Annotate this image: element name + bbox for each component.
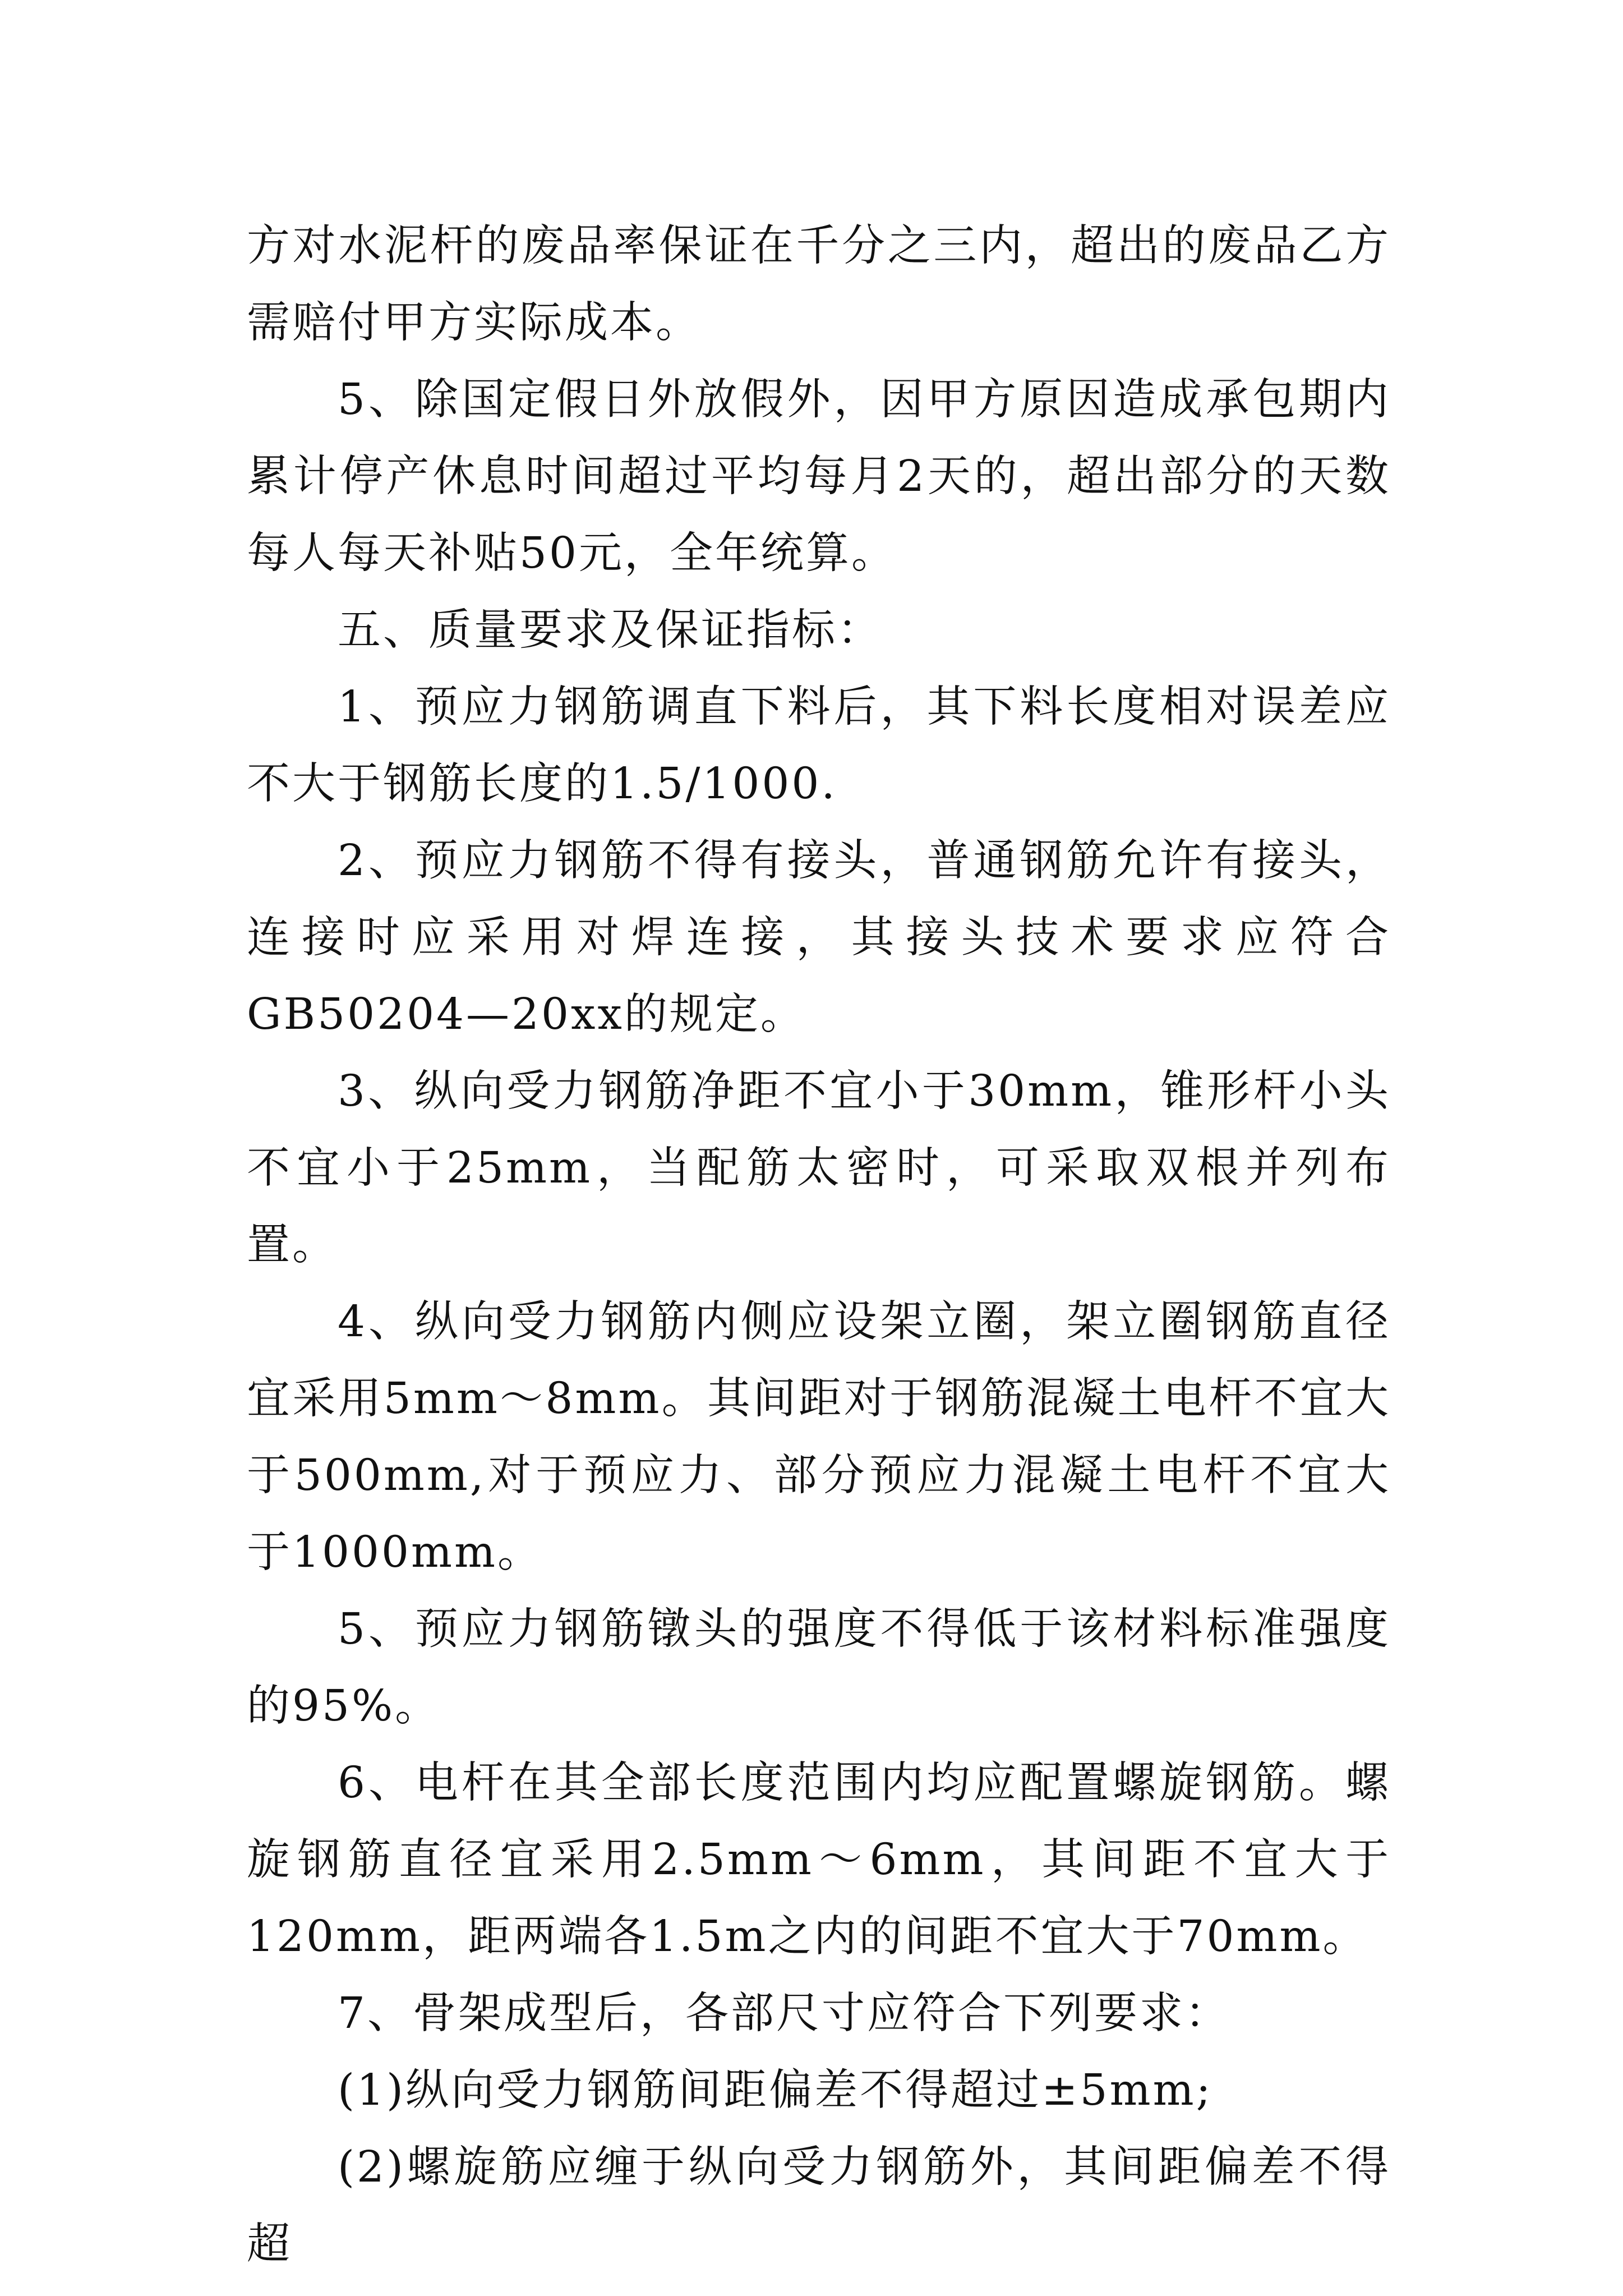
paragraph-item-2: 2、预应力钢筋不得有接头，普通钢筋允许有接头，连接时应采用对焊连接，其接头技术要求应符合GB50204—20xx的规定。: [247, 836, 1391, 1039]
paragraph-item-1: 1、预应力钢筋调直下料后，其下料长度相对误差应不大于钢筋长度的1.5/1000.: [247, 682, 1391, 809]
paragraph-item-4: 4、纵向受力钢筋内侧应设架立圈，架立圈钢筋直径宜采用5mm～8mm。其间距对于钢筋混凝土电杆不宜大于500mm,对于预应力、部分预应力混凝土电杆不宜大于1000mm。: [247, 1297, 1391, 1577]
sub-item-1: (1)纵向受力钢筋间距偏差不得超过±5mm;: [338, 2065, 1213, 2115]
paragraph-item-5-holiday: 5、除国定假日外放假外，因甲方原因造成承包期内累计停产休息时间超过平均每月2天的，超出部分的天数每人每天补贴50元，全年统算。: [247, 375, 1391, 578]
paragraph-item-6: 6、电杆在其全部长度范围内均应配置螺旋钢筋。螺旋钢筋直径宜采用2.5mm～6mm，其间距不宜大于120mm，距两端各1.5m之内的间距不宜大于70mm。: [247, 1758, 1391, 1962]
paragraph-item-3: 3、纵向受力钢筋净距不宜小于30mm，锥形杆小头不宜小于25mm，当配筋太密时，可采取双根并列布置。: [247, 1066, 1391, 1270]
paragraph-item-7: 7、骨架成型后，各部尺寸应符合下列要求：: [338, 1989, 1230, 2039]
sub-item-2: (2)螺旋筋应缠于纵向受力钢筋外，其间距偏差不得超: [247, 2142, 1391, 2269]
document-body: [247, 208, 1391, 2283]
paragraph-continuation: 方对水泥杆的废品率保证在千分之三内，超出的废品乙方需赔付甲方实际成本。: [247, 221, 1391, 348]
paragraph-item-5: 5、预应力钢筋镦头的强度不得低于该材料标准强度的95%。: [247, 1604, 1391, 1731]
section-heading-quality: 五、质量要求及保证指标：: [338, 605, 883, 655]
